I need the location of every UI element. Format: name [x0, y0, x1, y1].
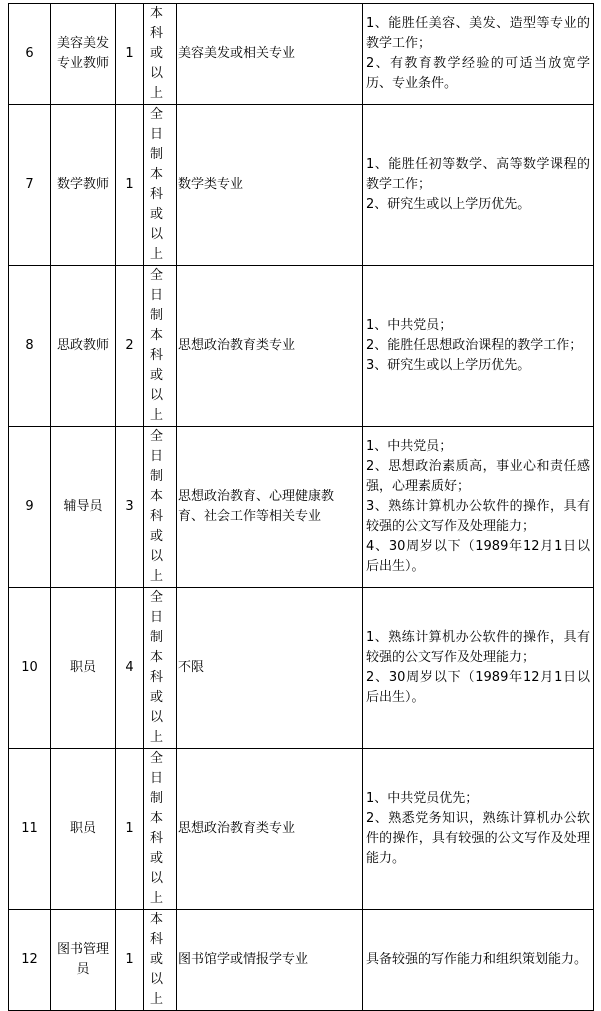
- table-row: [9, 588, 594, 749]
- row-number: 12: [9, 910, 51, 1011]
- table-row: [9, 266, 594, 427]
- major-requirement: 思想政治教育、心理健康教育、社会工作等相关专业: [177, 427, 363, 588]
- job-table: [8, 3, 594, 1011]
- hire-count: 1: [116, 749, 144, 910]
- education-requirement: 全日制本科或以上: [144, 749, 177, 910]
- education-requirement: 全日制本科或以上: [144, 105, 177, 266]
- position-title: 图书管理员: [51, 910, 116, 1011]
- position-title: 思政教师: [51, 266, 116, 427]
- table-row: [9, 749, 594, 910]
- hire-count: 3: [116, 427, 144, 588]
- requirement-line: 1、中共党员；: [366, 318, 453, 333]
- requirement-line: 2、熟悉党务知识，熟练计算机办公软件的操作，具有较强的公文写作及处理能力。: [366, 811, 590, 866]
- education-requirement: 全日制本科或以上: [144, 266, 177, 427]
- row-number: 6: [9, 4, 51, 105]
- major-requirement: 思想政治教育类专业: [177, 266, 363, 427]
- requirement-line: 2、思想政治素质高，事业心和责任感强，心理素质好；: [366, 459, 590, 494]
- requirement-line: 2、30周岁以下（1989年12月1日以后出生）。: [366, 670, 590, 705]
- education-requirement: 本科或以上: [144, 4, 177, 105]
- table-row: [9, 4, 594, 105]
- other-requirements: [363, 266, 594, 427]
- position-title: 数学教师: [51, 105, 116, 266]
- major-requirement: 图书馆学或情报学专业: [177, 910, 363, 1011]
- requirement-line: 3、研究生或以上学历优先。: [366, 358, 531, 373]
- position-title: 职员: [51, 588, 116, 749]
- requirement-line: 2、能胜任思想政治课程的教学工作；: [366, 338, 583, 353]
- requirement-line: 3、熟练计算机办公软件的操作，具有较强的公文写作及处理能力；: [366, 499, 590, 534]
- major-requirement: 美容美发或相关专业: [177, 4, 363, 105]
- education-requirement: 全日制本科或以上: [144, 427, 177, 588]
- table-row: [9, 427, 594, 588]
- position-title: 辅导员: [51, 427, 116, 588]
- major-requirement: 思想政治教育类专业: [177, 749, 363, 910]
- requirement-line: 1、熟练计算机办公软件的操作，具有较强的公文写作及处理能力；: [366, 630, 590, 665]
- row-number: 11: [9, 749, 51, 910]
- hire-count: 1: [116, 105, 144, 266]
- requirement-line: 2、有教育教学经验的可适当放宽学历、专业条件。: [366, 56, 590, 91]
- hire-count: 2: [116, 266, 144, 427]
- hire-count: 1: [116, 4, 144, 105]
- requirement-line: 1、中共党员；: [366, 439, 453, 454]
- row-number: 8: [9, 266, 51, 427]
- requirement-line: 1、能胜任初等数学、高等数学课程的教学工作；: [366, 157, 590, 192]
- other-requirements: [363, 105, 594, 266]
- position-title: 美容美发专业教师: [51, 4, 116, 105]
- row-number: 10: [9, 588, 51, 749]
- requirement-line: 4、30周岁以下（1989年12月1日以后出生）。: [366, 539, 590, 574]
- requirement-line: 1、中共党员优先；: [366, 791, 479, 806]
- education-requirement: 全日制本科或以上: [144, 588, 177, 749]
- other-requirements: [363, 749, 594, 910]
- row-number: 7: [9, 105, 51, 266]
- requirement-line: 2、研究生或以上学历优先。: [366, 197, 531, 212]
- education-requirement: 本科或以上: [144, 910, 177, 1011]
- other-requirements: [363, 910, 594, 1011]
- requirement-line: 1、能胜任美容、美发、造型等专业的教学工作；: [366, 16, 590, 51]
- hire-count: 4: [116, 588, 144, 749]
- requirement-line: 具备较强的写作能力和组织策划能力。: [366, 952, 588, 967]
- table-row: [9, 105, 594, 266]
- row-number: 9: [9, 427, 51, 588]
- other-requirements: [363, 588, 594, 749]
- other-requirements: [363, 4, 594, 105]
- major-requirement: 不限: [177, 588, 363, 749]
- major-requirement: 数学类专业: [177, 105, 363, 266]
- hire-count: 1: [116, 910, 144, 1011]
- table-row: [9, 910, 594, 1011]
- other-requirements: [363, 427, 594, 588]
- position-title: 职员: [51, 749, 116, 910]
